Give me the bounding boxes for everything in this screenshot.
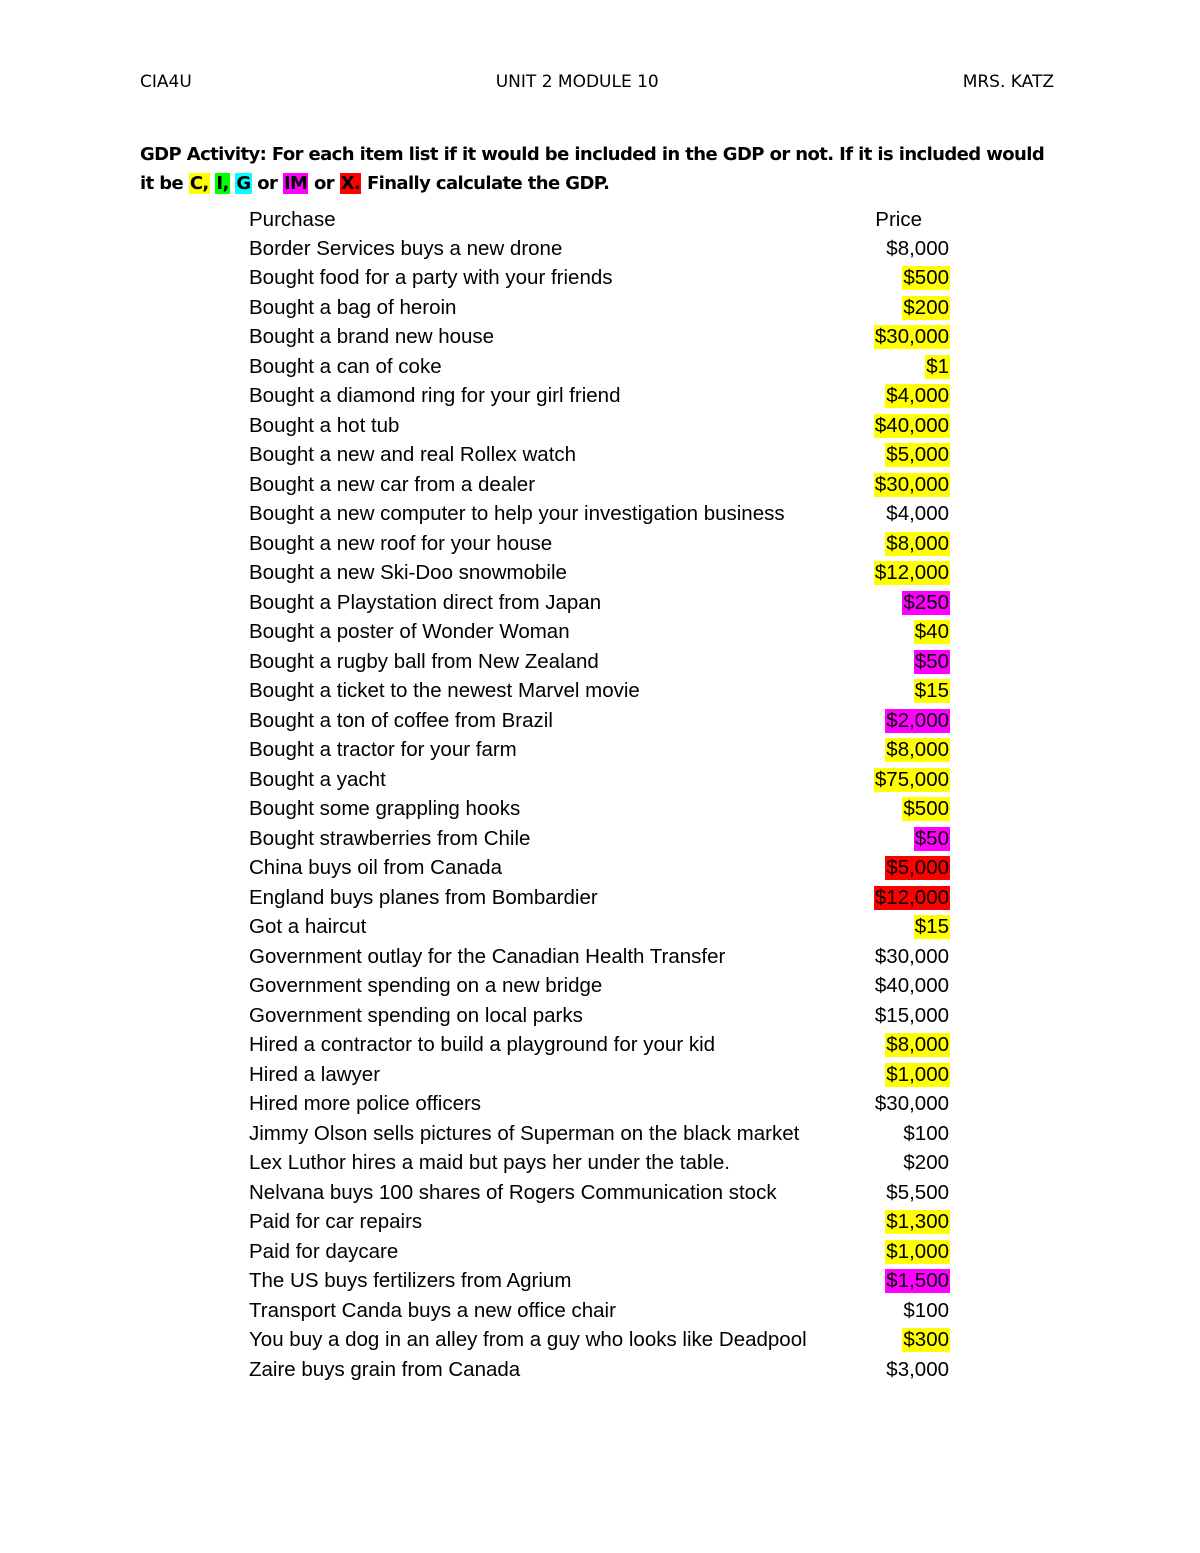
- price-value: $1,000: [886, 1062, 949, 1086]
- purchase-item: Government spending on a new bridge: [249, 974, 603, 998]
- price-value: $40,000: [874, 413, 949, 437]
- price-value: $1: [926, 354, 949, 378]
- table-row: [249, 913, 950, 943]
- teacher-name: MRS. KATZ: [962, 72, 1054, 92]
- purchase-item: Bought a new computer to help your investigation business: [249, 502, 785, 526]
- price-value: $8,000: [886, 236, 949, 260]
- price-value: $250: [903, 590, 949, 614]
- purchase-table: [249, 205, 950, 1385]
- price-value: $4,000: [886, 502, 949, 526]
- table-row: [249, 293, 950, 323]
- table-row: [249, 323, 950, 353]
- purchase-item: Lex Luthor hires a maid but pays her under the table.: [249, 1151, 730, 1175]
- purchase-item: Hired a lawyer: [249, 1062, 381, 1086]
- purchase-item: Bought a ticket to the newest Marvel movie: [249, 679, 640, 703]
- table-row: [249, 234, 950, 264]
- price-value: $75,000: [874, 767, 949, 791]
- price-value: $200: [903, 1151, 949, 1175]
- purchase-item: Bought a new and real Rollex watch: [249, 443, 577, 467]
- table-header-row: [249, 205, 950, 234]
- price-value: $100: [903, 1121, 949, 1145]
- legend-c: C,: [189, 173, 209, 194]
- legend-g: G: [236, 173, 251, 194]
- price-value: $50: [914, 649, 949, 673]
- purchase-item: Paid for car repairs: [249, 1210, 423, 1234]
- table-row: [249, 795, 950, 825]
- activity-instructions: [140, 140, 1058, 198]
- price-value: $30,000: [874, 944, 949, 968]
- purchase-item: Hired a contractor to build a playground for your kid: [249, 1033, 716, 1057]
- price-value: $8,000: [886, 1033, 949, 1057]
- table-row: [249, 1267, 950, 1297]
- table-row: [249, 824, 950, 854]
- price-value: $500: [903, 266, 949, 290]
- table-row: [249, 441, 950, 471]
- price-value: $1,300: [886, 1210, 949, 1234]
- purchase-item: Bought strawberries from Chile: [249, 826, 531, 850]
- purchase-item: Bought a ton of coffee from Brazil: [249, 708, 553, 732]
- price-value: $5,500: [886, 1180, 949, 1204]
- instructions-text: GDP Activity: For each item list if it would be included in the GDP or not. If it is included would it be: [140, 144, 1045, 194]
- table-row: [249, 470, 950, 500]
- price-value: $4,000: [886, 384, 949, 408]
- purchase-item: Got a haircut: [249, 915, 367, 939]
- purchase-item: Nelvana buys 100 shares of Rogers Communication stock: [249, 1180, 777, 1204]
- purchase-item: Bought a new roof for your house: [249, 531, 553, 555]
- price-value: $15: [914, 915, 949, 939]
- purchase-item: Bought a rugby ball from New Zealand: [249, 649, 599, 673]
- table-row: [249, 264, 950, 294]
- price-value: $30,000: [874, 472, 949, 496]
- purchase-item: Jimmy Olson sells pictures of Superman on the black market: [249, 1121, 800, 1145]
- table-row: [249, 942, 950, 972]
- purchase-item: Bought a poster of Wonder Woman: [249, 620, 570, 644]
- table-row: [249, 1090, 950, 1120]
- purchase-column-header: Purchase: [249, 207, 336, 231]
- unit-title: UNIT 2 MODULE 10: [495, 72, 659, 92]
- price-value: $50: [914, 826, 949, 850]
- price-value: $5,000: [886, 856, 949, 880]
- instructions-tail: Finally calculate the GDP.: [361, 173, 610, 194]
- legend-or: or: [251, 173, 283, 194]
- price-value: $300: [903, 1328, 949, 1352]
- legend-i: I,: [216, 173, 229, 194]
- price-value: $30,000: [874, 1092, 949, 1116]
- table-row: [249, 1149, 950, 1179]
- purchase-item: Transport Canda buys a new office chair: [249, 1298, 616, 1322]
- price-value: $3,000: [886, 1357, 949, 1381]
- price-value: $8,000: [886, 738, 949, 762]
- table-row: [249, 1355, 950, 1385]
- price-column-header: Price: [875, 207, 922, 231]
- table-row: [249, 529, 950, 559]
- price-value: $12,000: [874, 561, 949, 585]
- price-value: $1,500: [886, 1269, 949, 1293]
- table-row: [249, 588, 950, 618]
- purchase-item: Bought a can of coke: [249, 354, 442, 378]
- table-row: [249, 1237, 950, 1267]
- purchase-item: Bought a diamond ring for your girl friend: [249, 384, 621, 408]
- course-code: CIA4U: [140, 72, 192, 92]
- purchase-item: China buys oil from Canada: [249, 856, 502, 880]
- table-row: [249, 1208, 950, 1238]
- legend-or: or: [308, 173, 340, 194]
- table-row: [249, 972, 950, 1002]
- table-row: [249, 559, 950, 589]
- page-header: [140, 72, 1054, 92]
- table-row: [249, 765, 950, 795]
- purchase-item: You buy a dog in an alley from a guy who looks like Deadpool: [249, 1328, 807, 1352]
- purchase-item: Zaire buys grain from Canada: [249, 1357, 521, 1381]
- table-row: [249, 736, 950, 766]
- table-row: [249, 647, 950, 677]
- purchase-item: Government spending on local parks: [249, 1003, 583, 1027]
- table-row: [249, 1178, 950, 1208]
- price-value: $100: [903, 1298, 949, 1322]
- table-row: [249, 677, 950, 707]
- table-row: [249, 382, 950, 412]
- table-row: [249, 706, 950, 736]
- purchase-item: Bought a new Ski-Doo snowmobile: [249, 561, 567, 585]
- price-value: $2,000: [886, 708, 949, 732]
- table-row: [249, 1001, 950, 1031]
- price-value: $5,000: [886, 443, 949, 467]
- price-value: $1,000: [886, 1239, 949, 1263]
- price-value: $40: [914, 620, 949, 644]
- purchase-item: Bought a new car from a dealer: [249, 472, 536, 496]
- purchase-item: Paid for daycare: [249, 1239, 399, 1263]
- purchase-item: Bought a Playstation direct from Japan: [249, 590, 602, 614]
- purchase-item: Bought a hot tub: [249, 413, 400, 437]
- legend-x: X.: [340, 173, 361, 194]
- purchase-item: Government outlay for the Canadian Health Transfer: [249, 944, 726, 968]
- price-value: $15,000: [874, 1003, 949, 1027]
- table-row: [249, 1326, 950, 1356]
- purchase-item: Bought food for a party with your friends: [249, 266, 613, 290]
- table-row: [249, 854, 950, 884]
- legend-im: IM: [283, 173, 308, 194]
- price-value: $30,000: [874, 325, 949, 349]
- purchase-item: Bought a tractor for your farm: [249, 738, 517, 762]
- price-value: $8,000: [886, 531, 949, 555]
- table-row: [249, 352, 950, 382]
- purchase-item: Bought a yacht: [249, 767, 386, 791]
- table-row: [249, 1119, 950, 1149]
- purchase-item: Bought a brand new house: [249, 325, 495, 349]
- purchase-item: England buys planes from Bombardier: [249, 885, 598, 909]
- table-row: [249, 883, 950, 913]
- table-row: [249, 1296, 950, 1326]
- table-row: [249, 1060, 950, 1090]
- table-row: [249, 500, 950, 530]
- table-row: [249, 411, 950, 441]
- price-value: $40,000: [874, 974, 949, 998]
- table-row: [249, 618, 950, 648]
- purchase-item: Bought a bag of heroin: [249, 295, 457, 319]
- price-value: $15: [914, 679, 949, 703]
- purchase-item: Border Services buys a new drone: [249, 236, 563, 260]
- purchase-item: The US buys fertilizers from Agrium: [249, 1269, 572, 1293]
- price-value: $500: [903, 797, 949, 821]
- table-row: [249, 1031, 950, 1061]
- purchase-item: Bought some grappling hooks: [249, 797, 521, 821]
- price-value: $12,000: [874, 885, 949, 909]
- purchase-item: Hired more police officers: [249, 1092, 482, 1116]
- price-value: $200: [903, 295, 949, 319]
